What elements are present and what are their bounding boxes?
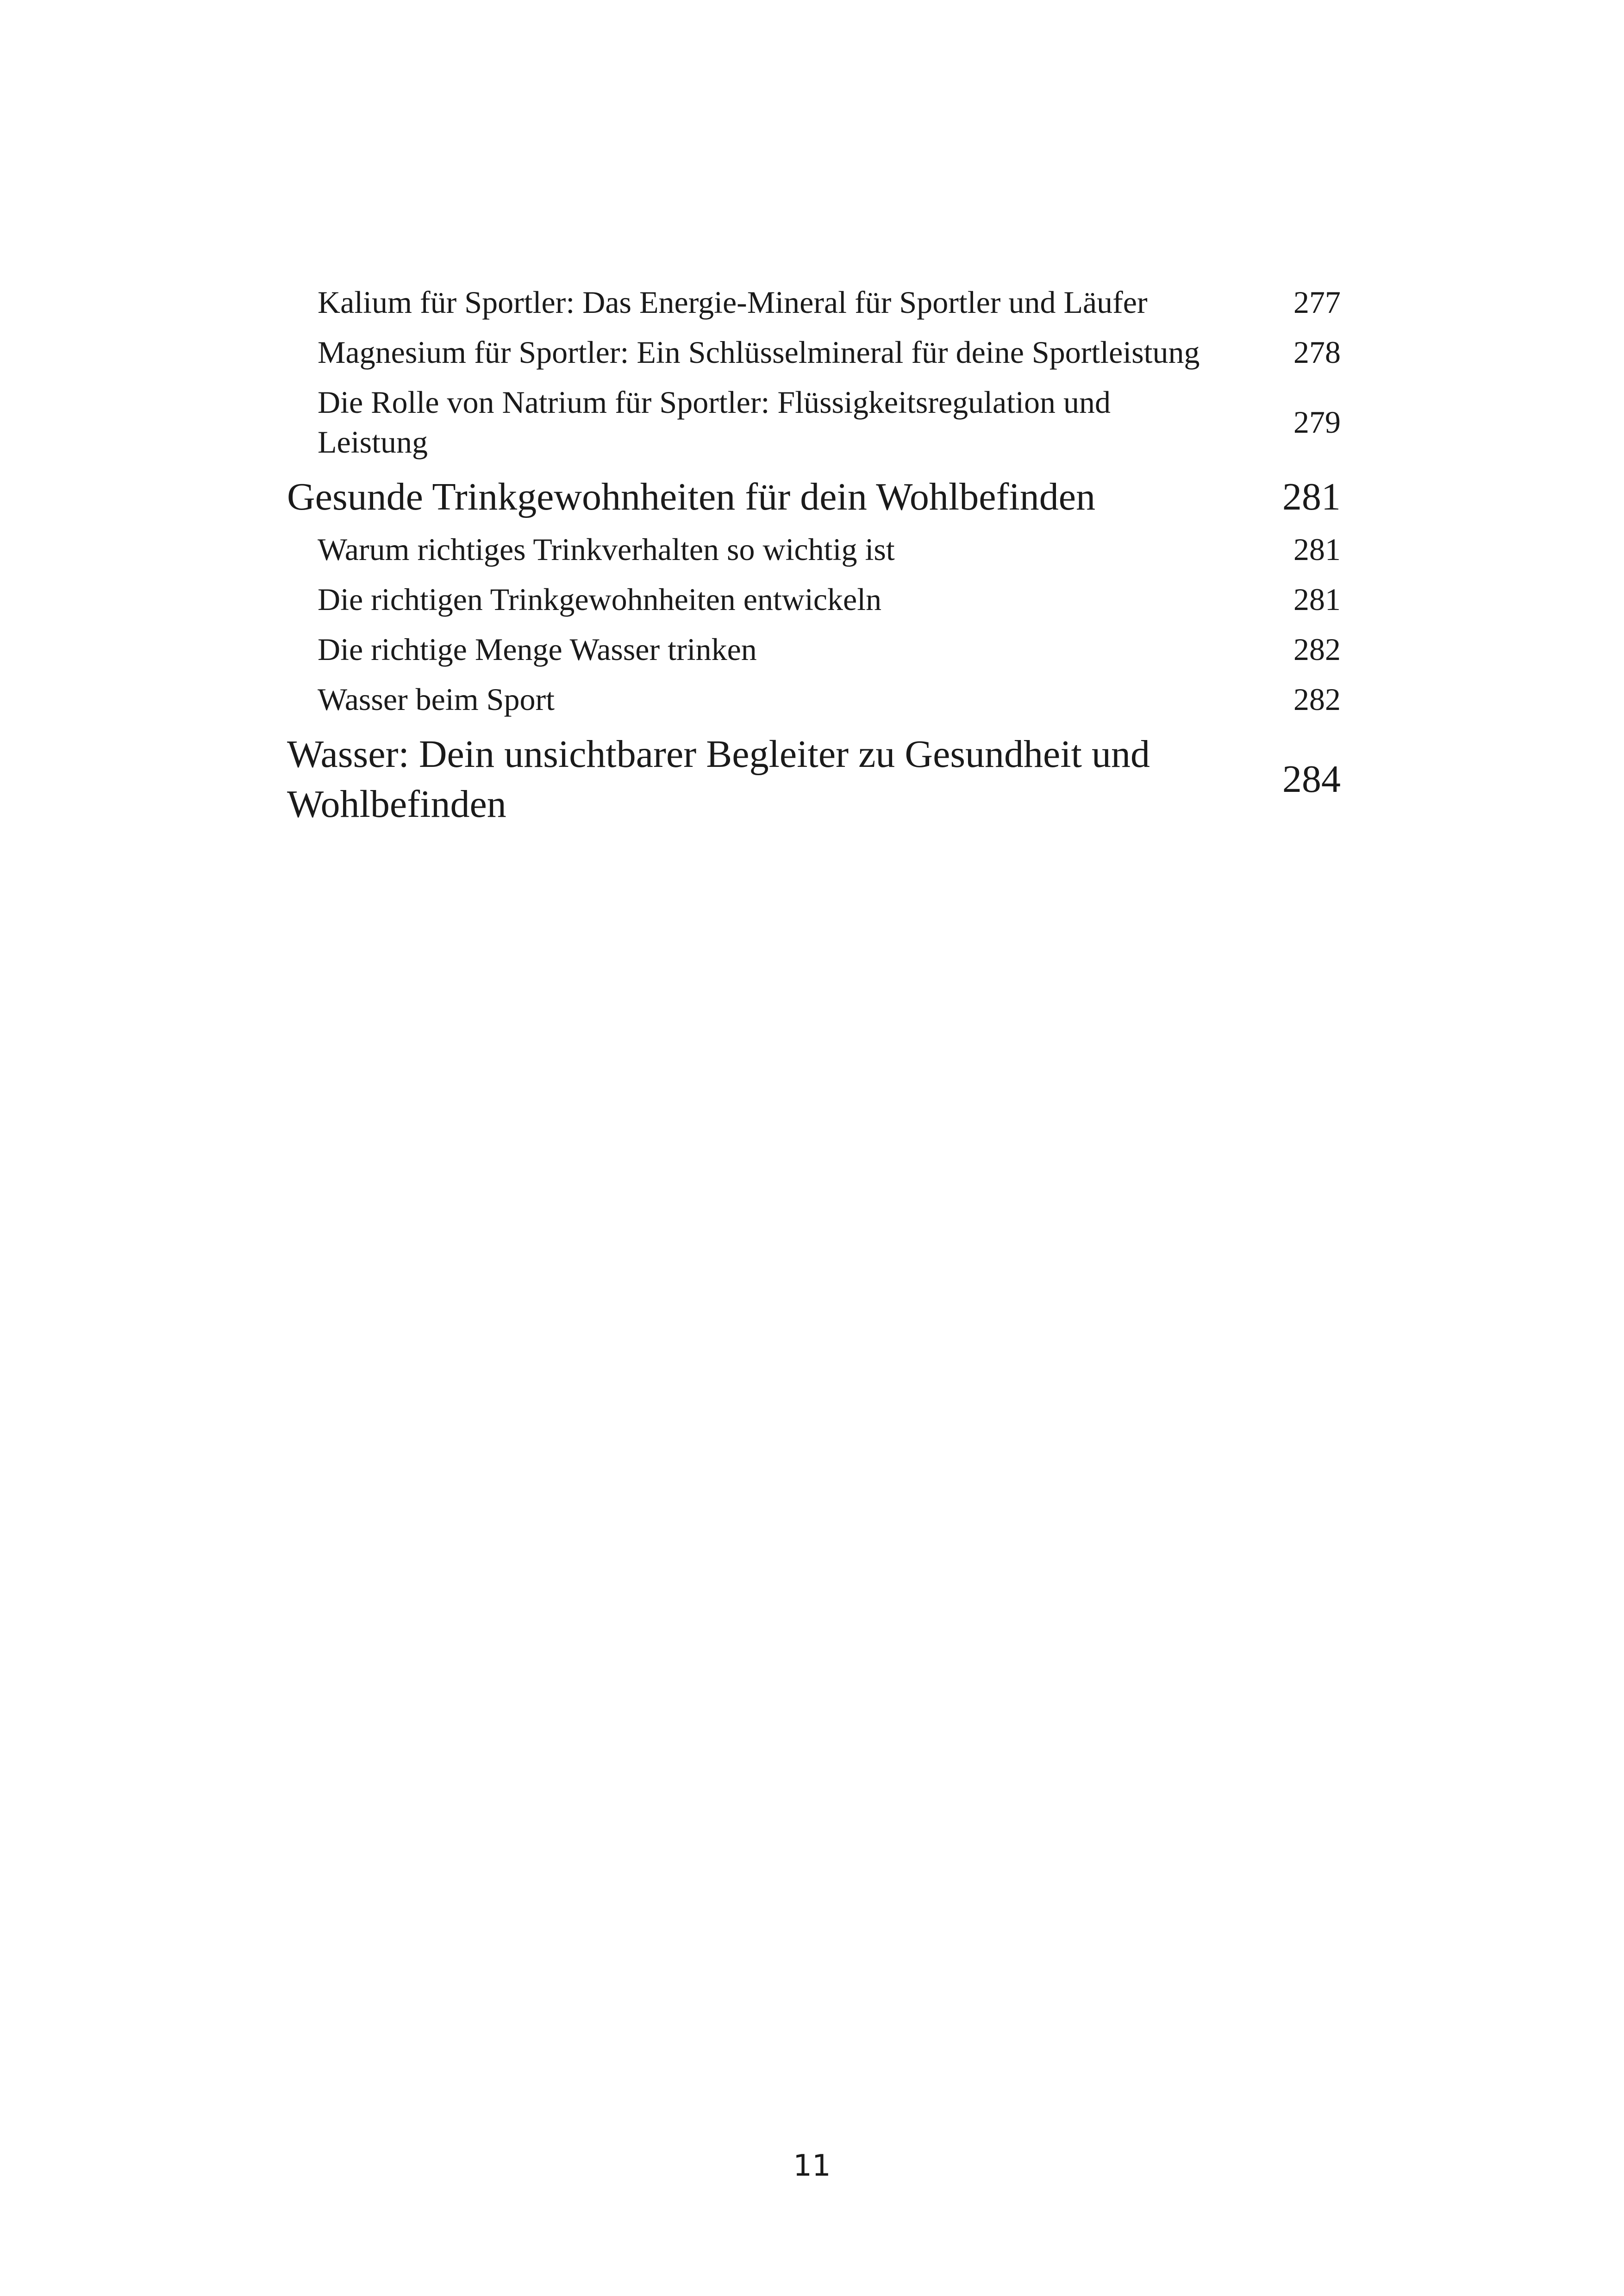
toc-entry-title: Die richtigen Trinkgewohnheiten entwickeln: [318, 582, 882, 617]
toc-entry-title: Warum richtiges Trinkverhalten so wichtig ist: [318, 532, 895, 567]
toc-chapter-entry[interactable]: [287, 729, 1341, 829]
toc-entry-page: 282: [1293, 632, 1341, 667]
toc-entry[interactable]: [287, 629, 1341, 669]
toc-entry[interactable]: [287, 679, 1341, 719]
toc-entry[interactable]: [287, 529, 1341, 569]
toc-chapter-title: Gesunde Trinkgewohnheiten für dein Wohlbefinden: [287, 475, 1096, 518]
toc-chapter-page: 281: [1282, 475, 1341, 518]
toc-entry-page: 281: [1293, 532, 1341, 567]
toc-entry-title: Magnesium für Sportler: Ein Schlüsselmineral für deine Sportleistung: [318, 335, 1200, 370]
toc-entry-page: 279: [1293, 404, 1341, 440]
toc-chapter-page: 284: [1282, 758, 1341, 801]
toc-entry-page: 277: [1293, 285, 1341, 320]
toc-entry[interactable]: [287, 382, 1341, 462]
toc-entry-page: 278: [1293, 335, 1341, 370]
page-number: 11: [793, 2149, 831, 2183]
toc-chapter-title: Wasser: Dein unsichtbarer Begleiter zu Gesundheit und Wohlbefinden: [287, 733, 1150, 826]
toc-entry-page: 281: [1293, 582, 1341, 617]
table-of-contents: [287, 282, 1341, 837]
toc-entry-page: 282: [1293, 682, 1341, 717]
toc-entry-title: Wasser beim Sport: [318, 682, 555, 717]
toc-entry-title: Die richtige Menge Wasser trinken: [318, 632, 757, 667]
toc-entry[interactable]: [287, 282, 1341, 322]
toc-entry[interactable]: [287, 579, 1341, 619]
toc-entry[interactable]: [287, 332, 1341, 372]
toc-entry-title: Die Rolle von Natrium für Sportler: Flüssigkeitsregulation und Leistung: [318, 385, 1111, 460]
toc-chapter-entry[interactable]: [287, 472, 1341, 522]
toc-entry-title: Kalium für Sportler: Das Energie-Mineral für Sportler und Läufer: [318, 285, 1148, 320]
